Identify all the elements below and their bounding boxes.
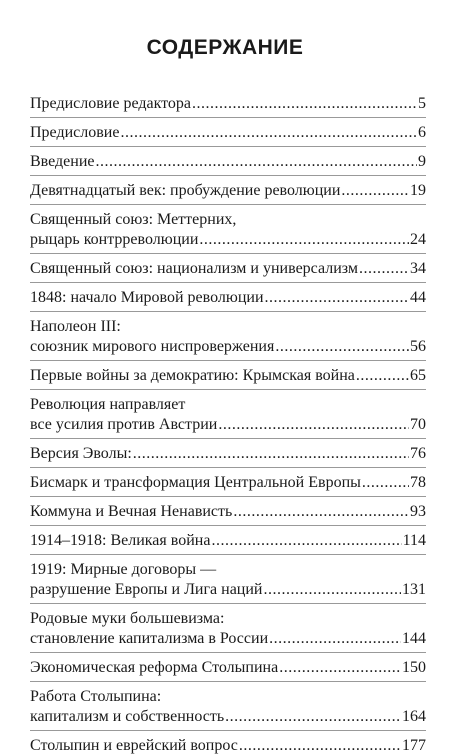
dot-leader — [239, 736, 401, 756]
toc-entry-title: Введение — [30, 153, 95, 170]
toc-entry-title: Революция направляет — [30, 396, 186, 413]
divider — [30, 253, 426, 254]
toc-page-number: 9 — [418, 153, 426, 170]
toc-page-number: 78 — [410, 474, 426, 491]
toc-entry — [30, 736, 426, 756]
toc-entry-title: 1914–1918: Великая война — [30, 532, 211, 549]
toc-entry-title: разрушение Европы и Лига наций — [30, 581, 263, 598]
toc-page-number: 144 — [402, 630, 426, 647]
dot-leader — [233, 502, 409, 522]
table-of-contents — [30, 94, 426, 756]
toc-entry — [30, 473, 426, 493]
dot-leader — [264, 580, 402, 600]
dot-leader — [120, 123, 417, 143]
toc-entry-title: Девятнадцатый век: пробуждение революции — [30, 182, 341, 199]
toc-page-number: 164 — [402, 708, 426, 725]
toc-entry-title: Версия Эволы: — [30, 445, 132, 462]
toc-entry-title: становление капитализма в России — [30, 630, 269, 647]
dot-leader — [362, 473, 409, 493]
toc-entry-title: Первые войны за демократию: Крымская война — [30, 367, 355, 384]
dot-leader — [225, 707, 401, 727]
toc-entry-title: капитализм и собственность — [30, 708, 225, 725]
toc-page-number: 24 — [410, 231, 426, 248]
toc-entry — [30, 395, 426, 435]
toc-page-number: 114 — [402, 532, 426, 549]
toc-entry — [30, 531, 426, 551]
toc-page-number: 150 — [402, 659, 426, 676]
divider — [30, 282, 426, 283]
toc-page-number: 76 — [410, 445, 426, 462]
toc-page-number: 19 — [410, 182, 426, 199]
divider — [30, 360, 426, 361]
toc-entry — [30, 152, 426, 172]
toc-entry-title: все усилия против Австрии — [30, 416, 218, 433]
toc-entry-title: рыцарь контрреволюции — [30, 231, 199, 248]
dot-leader — [341, 181, 409, 201]
dot-leader — [133, 444, 409, 464]
divider — [30, 311, 426, 312]
divider — [30, 603, 426, 604]
page-title: СОДЕРЖАНИЕ — [146, 36, 304, 59]
toc-entry — [30, 687, 426, 727]
toc-entry — [30, 658, 426, 678]
dot-leader — [211, 531, 401, 551]
toc-entry-title: Родовые муки большевизма: — [30, 610, 225, 627]
dot-leader — [359, 259, 409, 279]
toc-entry — [30, 560, 426, 600]
toc-page-number: 65 — [410, 367, 426, 384]
toc-page-number: 44 — [410, 289, 426, 306]
divider — [30, 730, 426, 731]
dot-leader — [96, 152, 418, 172]
divider — [30, 389, 426, 390]
toc-entry-title: Предисловие редактора — [30, 95, 192, 112]
toc-entry — [30, 609, 426, 649]
toc-page-number: 131 — [402, 581, 426, 598]
toc-entry-title: Столыпин и еврейский вопрос — [30, 737, 238, 754]
toc-entry — [30, 502, 426, 522]
toc-page-number: 5 — [418, 95, 426, 112]
toc-entry — [30, 444, 426, 464]
toc-entry — [30, 288, 426, 308]
dot-leader — [279, 658, 401, 678]
toc-page-number: 177 — [402, 737, 426, 754]
toc-page-number: 56 — [410, 338, 426, 355]
toc-entry-title: 1848: начало Мировой революции — [30, 289, 264, 306]
toc-page-number: 70 — [410, 416, 426, 433]
dot-leader — [199, 230, 409, 250]
toc-entry — [30, 210, 426, 250]
divider — [30, 146, 426, 147]
toc-entry-title: Предисловие — [30, 124, 120, 141]
dot-leader — [356, 366, 409, 386]
toc-entry-title: Бисмарк и трансформация Центральной Европы — [30, 474, 361, 491]
toc-entry — [30, 123, 426, 143]
toc-entry — [30, 259, 426, 279]
divider — [30, 525, 426, 526]
divider — [30, 204, 426, 205]
dot-leader — [192, 94, 417, 114]
divider — [30, 681, 426, 682]
toc-entry-title: Экономическая реформа Столыпина — [30, 659, 279, 676]
divider — [30, 467, 426, 468]
dot-leader — [275, 337, 409, 357]
toc-entry-title: союзник мирового ниспровержения — [30, 338, 275, 355]
divider — [30, 117, 426, 118]
toc-entry-title: Священный союз: национализм и универсализм — [30, 260, 358, 277]
toc-page-number: 93 — [410, 503, 426, 520]
toc-entry-title: 1919: Мирные договоры — — [30, 561, 217, 578]
toc-entry — [30, 317, 426, 357]
toc-entry — [30, 366, 426, 386]
divider — [30, 554, 426, 555]
toc-page-number: 6 — [418, 124, 426, 141]
divider — [30, 175, 426, 176]
toc-entry-title: Священный союз: Меттерних, — [30, 211, 237, 228]
toc-entry-title: Наполеон III: — [30, 318, 121, 335]
toc-entry-title: Работа Столыпина: — [30, 688, 162, 705]
dot-leader — [269, 629, 401, 649]
toc-entry — [30, 94, 426, 114]
divider — [30, 652, 426, 653]
divider — [30, 438, 426, 439]
toc-entry — [30, 181, 426, 201]
toc-page-number: 34 — [410, 260, 426, 277]
toc-entry-title: Коммуна и Вечная Ненависть — [30, 503, 233, 520]
dot-leader — [265, 288, 410, 308]
dot-leader — [218, 415, 409, 435]
divider — [30, 496, 426, 497]
